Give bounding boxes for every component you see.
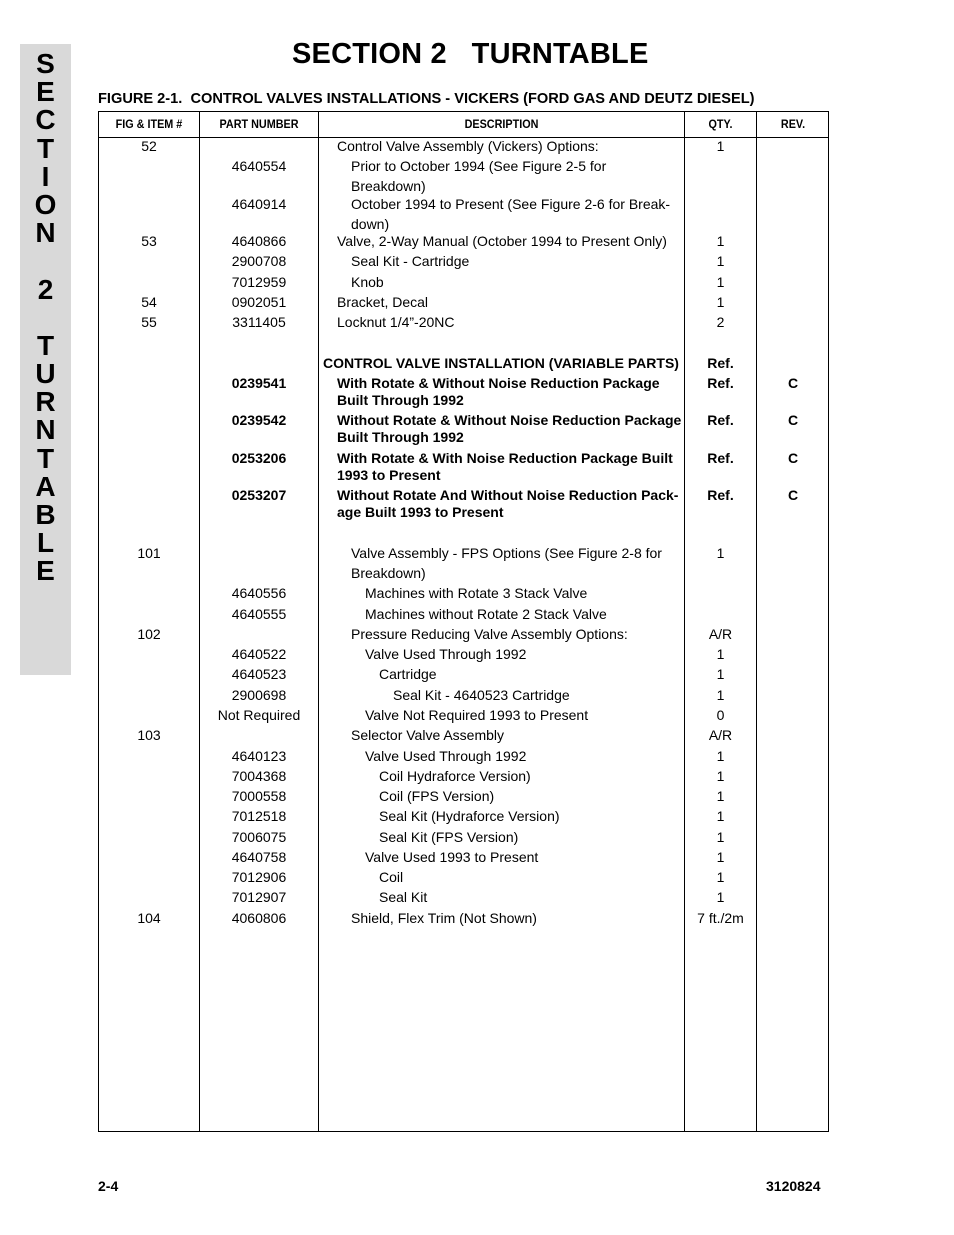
description-continuation: Built Through 1992 xyxy=(337,392,464,408)
table-row xyxy=(99,768,828,788)
description-cell xyxy=(323,910,711,927)
description-line: Machines without Rotate 2 Stack Valve xyxy=(365,606,607,622)
part-number-cell: 4640522 xyxy=(231,646,287,662)
part-number-cell: 2900698 xyxy=(231,687,287,703)
description-line: With Rotate & With Noise Reduction Package Built xyxy=(337,450,673,466)
qty-cell: 1 xyxy=(716,138,725,154)
qty-cell: 1 xyxy=(716,687,725,703)
part-number-cell: 4640758 xyxy=(231,849,287,865)
qty-cell: 2 xyxy=(716,314,725,330)
qty-cell: 1 xyxy=(716,666,725,682)
qty-cell: 1 xyxy=(716,748,725,764)
qty-cell: 1 xyxy=(716,788,725,804)
description-cell xyxy=(323,768,739,785)
table-row xyxy=(99,910,828,930)
description-line: Seal Kit xyxy=(379,889,428,905)
rev-cell: C xyxy=(787,375,799,391)
table-row xyxy=(99,626,828,646)
description-cell xyxy=(323,450,697,484)
table-row xyxy=(99,687,828,707)
part-number-cell: 0239541 xyxy=(231,375,287,391)
fig-item-cell: 52 xyxy=(141,138,157,154)
description-line: Seal Kit (FPS Version) xyxy=(379,829,519,845)
page-number: 2-4 xyxy=(98,1178,119,1194)
side-tab-letter: I xyxy=(41,160,50,192)
part-number-cell: 0902051 xyxy=(231,294,287,310)
description-cell xyxy=(323,294,697,311)
description-line: Coil Hydraforce Version) xyxy=(379,768,531,784)
description-cell xyxy=(323,889,739,906)
table-row xyxy=(99,487,828,520)
description-line: Machines with Rotate 3 Stack Valve xyxy=(365,585,588,601)
qty-cell: 1 xyxy=(716,768,725,784)
description-line: Without Rotate & Without Noise Reduction Package xyxy=(337,412,682,428)
part-number-cell: 7000558 xyxy=(231,788,287,804)
description-cell xyxy=(323,158,711,195)
side-tab-letter: R xyxy=(35,386,56,418)
table-row xyxy=(99,233,828,253)
description-cell xyxy=(323,138,697,155)
description-cell xyxy=(323,412,697,446)
description-cell xyxy=(323,666,739,683)
part-number-cell: Not Required xyxy=(217,707,301,723)
description-line: Valve Assembly - FPS Options (See Figure 2-8 for xyxy=(351,545,662,561)
table-row xyxy=(99,666,828,686)
description-cell xyxy=(323,646,725,663)
description-line: CONTROL VALVE INSTALLATION (VARIABLE PARTS) xyxy=(323,355,679,371)
table-row xyxy=(99,375,828,408)
description-cell xyxy=(323,253,711,270)
qty-cell: Ref. xyxy=(707,355,734,371)
fig-item-cell: 54 xyxy=(141,294,157,310)
description-cell xyxy=(323,707,725,724)
table-row xyxy=(99,869,828,889)
description-line: Shield, Flex Trim (Not Shown) xyxy=(351,910,537,926)
part-number-cell: 7006075 xyxy=(231,829,287,845)
description-cell xyxy=(323,808,739,825)
side-tab-letter: 2 xyxy=(37,273,54,305)
table-row xyxy=(99,606,828,626)
description-line: Pressure Reducing Valve Assembly Options: xyxy=(351,626,628,642)
description-line: Cartridge xyxy=(379,666,437,682)
header-qty: QTY. xyxy=(708,117,733,131)
description-line: Valve Used Through 1992 xyxy=(365,748,527,764)
table-row xyxy=(99,829,828,849)
description-cell xyxy=(323,606,725,623)
qty-cell: Ref. xyxy=(707,487,734,503)
qty-cell: 1 xyxy=(716,253,725,269)
fig-item-cell: 101 xyxy=(137,545,161,561)
table-row xyxy=(99,138,828,158)
description-cell xyxy=(323,849,725,866)
part-number-cell: 7012959 xyxy=(231,274,287,290)
part-number-cell: 4640555 xyxy=(231,606,287,622)
description-continuation: Breakdown) xyxy=(351,565,426,581)
qty-cell: 1 xyxy=(716,849,725,865)
table-header-row xyxy=(99,112,828,138)
part-number-cell: 7012907 xyxy=(231,889,287,905)
side-tab-letter: B xyxy=(35,499,56,530)
description-cell xyxy=(323,727,711,744)
side-tab-letter: N xyxy=(35,414,56,446)
description-line: Bracket, Decal xyxy=(337,294,429,310)
fig-item-cell: 103 xyxy=(137,727,161,743)
description-line: Coil xyxy=(379,869,404,885)
part-number-cell: 4640554 xyxy=(231,158,287,174)
description-line: Seal Kit - Cartridge xyxy=(351,253,470,269)
description-line: Coil (FPS Version) xyxy=(379,788,495,804)
qty-cell: Ref. xyxy=(707,450,734,466)
description-line: Valve Not Required 1993 to Present xyxy=(365,707,589,723)
description-line: Seal Kit (Hydraforce Version) xyxy=(379,808,560,824)
table-row xyxy=(99,274,828,294)
part-number-cell: 4060806 xyxy=(231,910,287,926)
part-number-cell: 7012518 xyxy=(231,808,287,824)
document-number: 3120824 xyxy=(766,1178,821,1194)
description-line: Valve, 2-Way Manual (October 1994 to Present Only) xyxy=(337,233,667,249)
description-cell xyxy=(323,626,711,643)
qty-cell: A/R xyxy=(708,727,733,743)
description-cell xyxy=(323,196,711,233)
table-row xyxy=(99,849,828,869)
description-cell xyxy=(323,233,697,250)
side-tab-letter: U xyxy=(35,358,56,390)
rev-cell: C xyxy=(787,487,799,503)
section-title: SECTION 2 TURNTABLE xyxy=(292,38,649,70)
side-tab-letter: T xyxy=(36,132,55,164)
rev-cell: C xyxy=(787,450,799,466)
description-cell xyxy=(323,748,725,765)
description-line: Locknut 1/4”-20NC xyxy=(337,314,455,330)
description-cell xyxy=(323,274,711,291)
qty-cell: 7 ft./2m xyxy=(697,910,744,926)
table-row xyxy=(99,355,828,375)
header-rev: REV. xyxy=(780,117,806,131)
table-row xyxy=(99,196,828,232)
qty-cell: 1 xyxy=(716,829,725,845)
rev-cell: C xyxy=(787,412,799,428)
table-row xyxy=(99,707,828,727)
figure-title: FIGURE 2-1. CONTROL VALVES INSTALLATIONS - VICKERS (FORD GAS AND DEUTZ DIESEL) xyxy=(98,91,755,107)
fig-item-cell: 55 xyxy=(141,314,157,330)
side-tab-letter: T xyxy=(36,442,55,474)
table-row xyxy=(99,253,828,273)
table-row xyxy=(99,294,828,314)
description-continuation: down) xyxy=(351,216,390,232)
part-number-cell: 4640866 xyxy=(231,233,287,249)
side-tab-letter: C xyxy=(35,104,56,136)
description-line: Valve Used 1993 to Present xyxy=(365,849,539,865)
fig-item-cell: 102 xyxy=(137,626,161,642)
table-row xyxy=(99,727,828,747)
header-fig-item: FIG & ITEM # xyxy=(115,117,183,131)
side-tab-letter: T xyxy=(36,329,55,361)
table-row xyxy=(99,889,828,909)
header-part-number: PART NUMBER xyxy=(219,117,299,131)
side-tab-letter: A xyxy=(35,470,56,502)
description-continuation: 1993 to Present xyxy=(337,467,441,483)
description-line: Valve Used Through 1992 xyxy=(365,646,527,662)
side-tab-letter: O xyxy=(34,188,57,220)
table-row xyxy=(99,808,828,828)
description-cell xyxy=(323,869,739,886)
description-cell xyxy=(323,314,697,331)
description-line: October 1994 to Present (See Figure 2-6 for Break- xyxy=(351,196,671,212)
side-tab-letter: L xyxy=(36,527,55,559)
description-cell xyxy=(323,355,683,372)
part-number-cell: 3311405 xyxy=(232,314,286,330)
part-number-cell: 0253206 xyxy=(231,450,287,466)
side-tab-letter: E xyxy=(36,76,55,108)
side-tab-letter: N xyxy=(35,217,56,249)
side-tab-letter: E xyxy=(36,555,55,587)
table-row xyxy=(99,158,828,194)
description-cell xyxy=(323,545,711,582)
description-line: With Rotate & Without Noise Reduction Package xyxy=(337,375,660,391)
qty-cell: 1 xyxy=(716,869,725,885)
qty-cell: 0 xyxy=(716,707,725,723)
qty-cell: 1 xyxy=(716,294,725,310)
description-line: Prior to October 1994 (See Figure 2-5 for xyxy=(351,158,607,174)
fig-item-cell: 104 xyxy=(137,910,161,926)
table-row xyxy=(99,450,828,483)
qty-cell: 1 xyxy=(716,545,725,561)
description-line: Knob xyxy=(351,274,384,290)
part-number-cell: 4640523 xyxy=(231,666,287,682)
description-continuation: Breakdown) xyxy=(351,178,426,194)
part-number-cell: 4640123 xyxy=(231,748,287,764)
qty-cell: 1 xyxy=(716,274,725,290)
description-continuation: Built Through 1992 xyxy=(337,429,464,445)
description-cell xyxy=(323,585,725,602)
part-number-cell: 0253207 xyxy=(231,487,287,503)
description-cell xyxy=(323,487,697,521)
part-number-cell: 7012906 xyxy=(231,869,287,885)
description-line: Without Rotate And Without Noise Reduction Pack- xyxy=(337,487,679,503)
qty-cell: 1 xyxy=(716,646,725,662)
qty-cell: 1 xyxy=(716,808,725,824)
table-row xyxy=(99,585,828,605)
qty-cell: Ref. xyxy=(707,375,734,391)
description-cell xyxy=(323,829,739,846)
qty-cell: Ref. xyxy=(707,412,734,428)
section-side-tab-text xyxy=(20,50,71,586)
part-number-cell: 4640556 xyxy=(231,585,287,601)
description-line: Seal Kit - 4640523 Cartridge xyxy=(393,687,570,703)
table-row xyxy=(99,314,828,334)
qty-cell: A/R xyxy=(708,626,733,642)
table-row xyxy=(99,646,828,666)
description-continuation: age Built 1993 to Present xyxy=(337,504,504,520)
qty-cell: 1 xyxy=(716,233,725,249)
parts-table xyxy=(98,111,829,1132)
fig-item-cell: 53 xyxy=(141,233,157,249)
table-row xyxy=(99,545,828,581)
part-number-cell: 0239542 xyxy=(231,412,287,428)
part-number-cell: 2900708 xyxy=(231,253,287,269)
table-row xyxy=(99,748,828,768)
description-line: Control Valve Assembly (Vickers) Options: xyxy=(337,138,599,154)
part-number-cell: 4640914 xyxy=(231,196,287,212)
description-cell xyxy=(323,375,697,409)
description-cell xyxy=(323,788,739,805)
side-tab-letter: S xyxy=(36,48,55,79)
qty-cell: 1 xyxy=(716,889,725,905)
table-row xyxy=(99,788,828,808)
description-line: Selector Valve Assembly xyxy=(351,727,505,743)
header-description: DESCRIPTION xyxy=(464,117,539,131)
part-number-cell: 7004368 xyxy=(231,768,287,784)
table-row xyxy=(99,412,828,445)
